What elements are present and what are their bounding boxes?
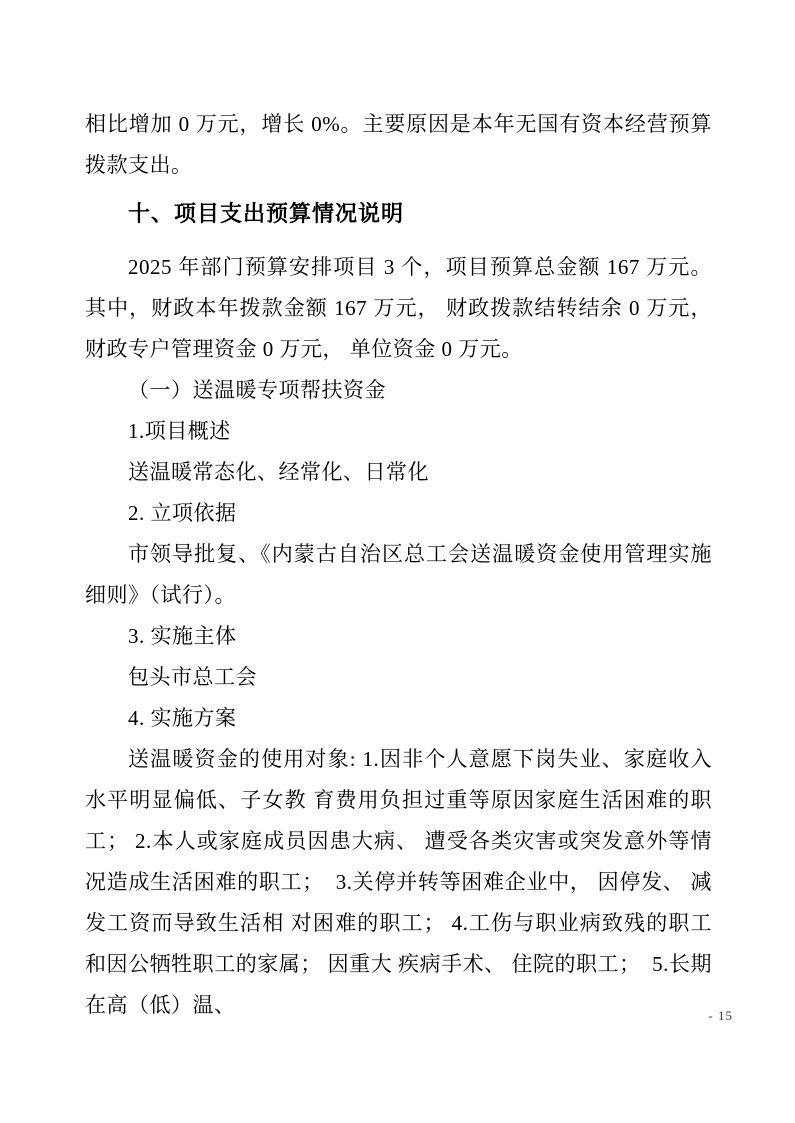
paragraph-budget-summary: 2025 年部门预算安排项目 3 个，项目预算总金额 167 万元。其中，财政本年拨款金额 167 万元， 财政拨款结转结余 0 万元， 财政专户管理资金 0 万元， 单位资金 0 万元。 [85,255,718,361]
paragraph-approval-basis: 市领导批复、《内蒙古自治区总工会送温暖资金使用管理实施细则》（试行）。 [85,542,712,607]
item-heading-project-overview: 1.项目概述 [128,419,231,443]
paragraph-project-overview: 送温暖常态化、经常化、日常化 [128,460,429,484]
document-body [85,104,718,1026]
item-heading-approval-basis: 2. 立项依据 [128,501,237,525]
section-heading-project-expenditure: 十、项目支出预算情况说明 [128,201,405,226]
subsection-heading-warmth-fund: （一）送温暖专项帮扶资金 [128,378,386,402]
item-heading-implementation-plan: 4. 实施方案 [128,706,237,730]
paragraph-carryover: 相比增加 0 万元，增长 0%。主要原因是本年无国有资本经营预算拨款支出。 [85,112,712,177]
paragraph-fund-usage-targets: 送温暖资金的使用对象: 1.因非个人意愿下岗失业、家庭收入水平明显偏低、子女教 育费用负担过重等原因家庭生活困难的职工； 2.本人或家庭成员因患大病、 遭受各类灾害或突发意外等情 况造成生活困难的职工； 3.关停并转等困难企业中， 因停发、 减发工资而导致生活相 对困难的职工； 4.工伤与职业病致残的职工和因公牺牲职工的家属； 因重大 疾病手术、 住院的职工； 5.长期在高（低）温、 [85,747,718,1017]
paragraph-implementing-body: 包头市总工会 [128,665,257,689]
page-number: - 15 [708,1008,733,1023]
item-heading-implementing-body: 3. 实施主体 [128,624,237,648]
